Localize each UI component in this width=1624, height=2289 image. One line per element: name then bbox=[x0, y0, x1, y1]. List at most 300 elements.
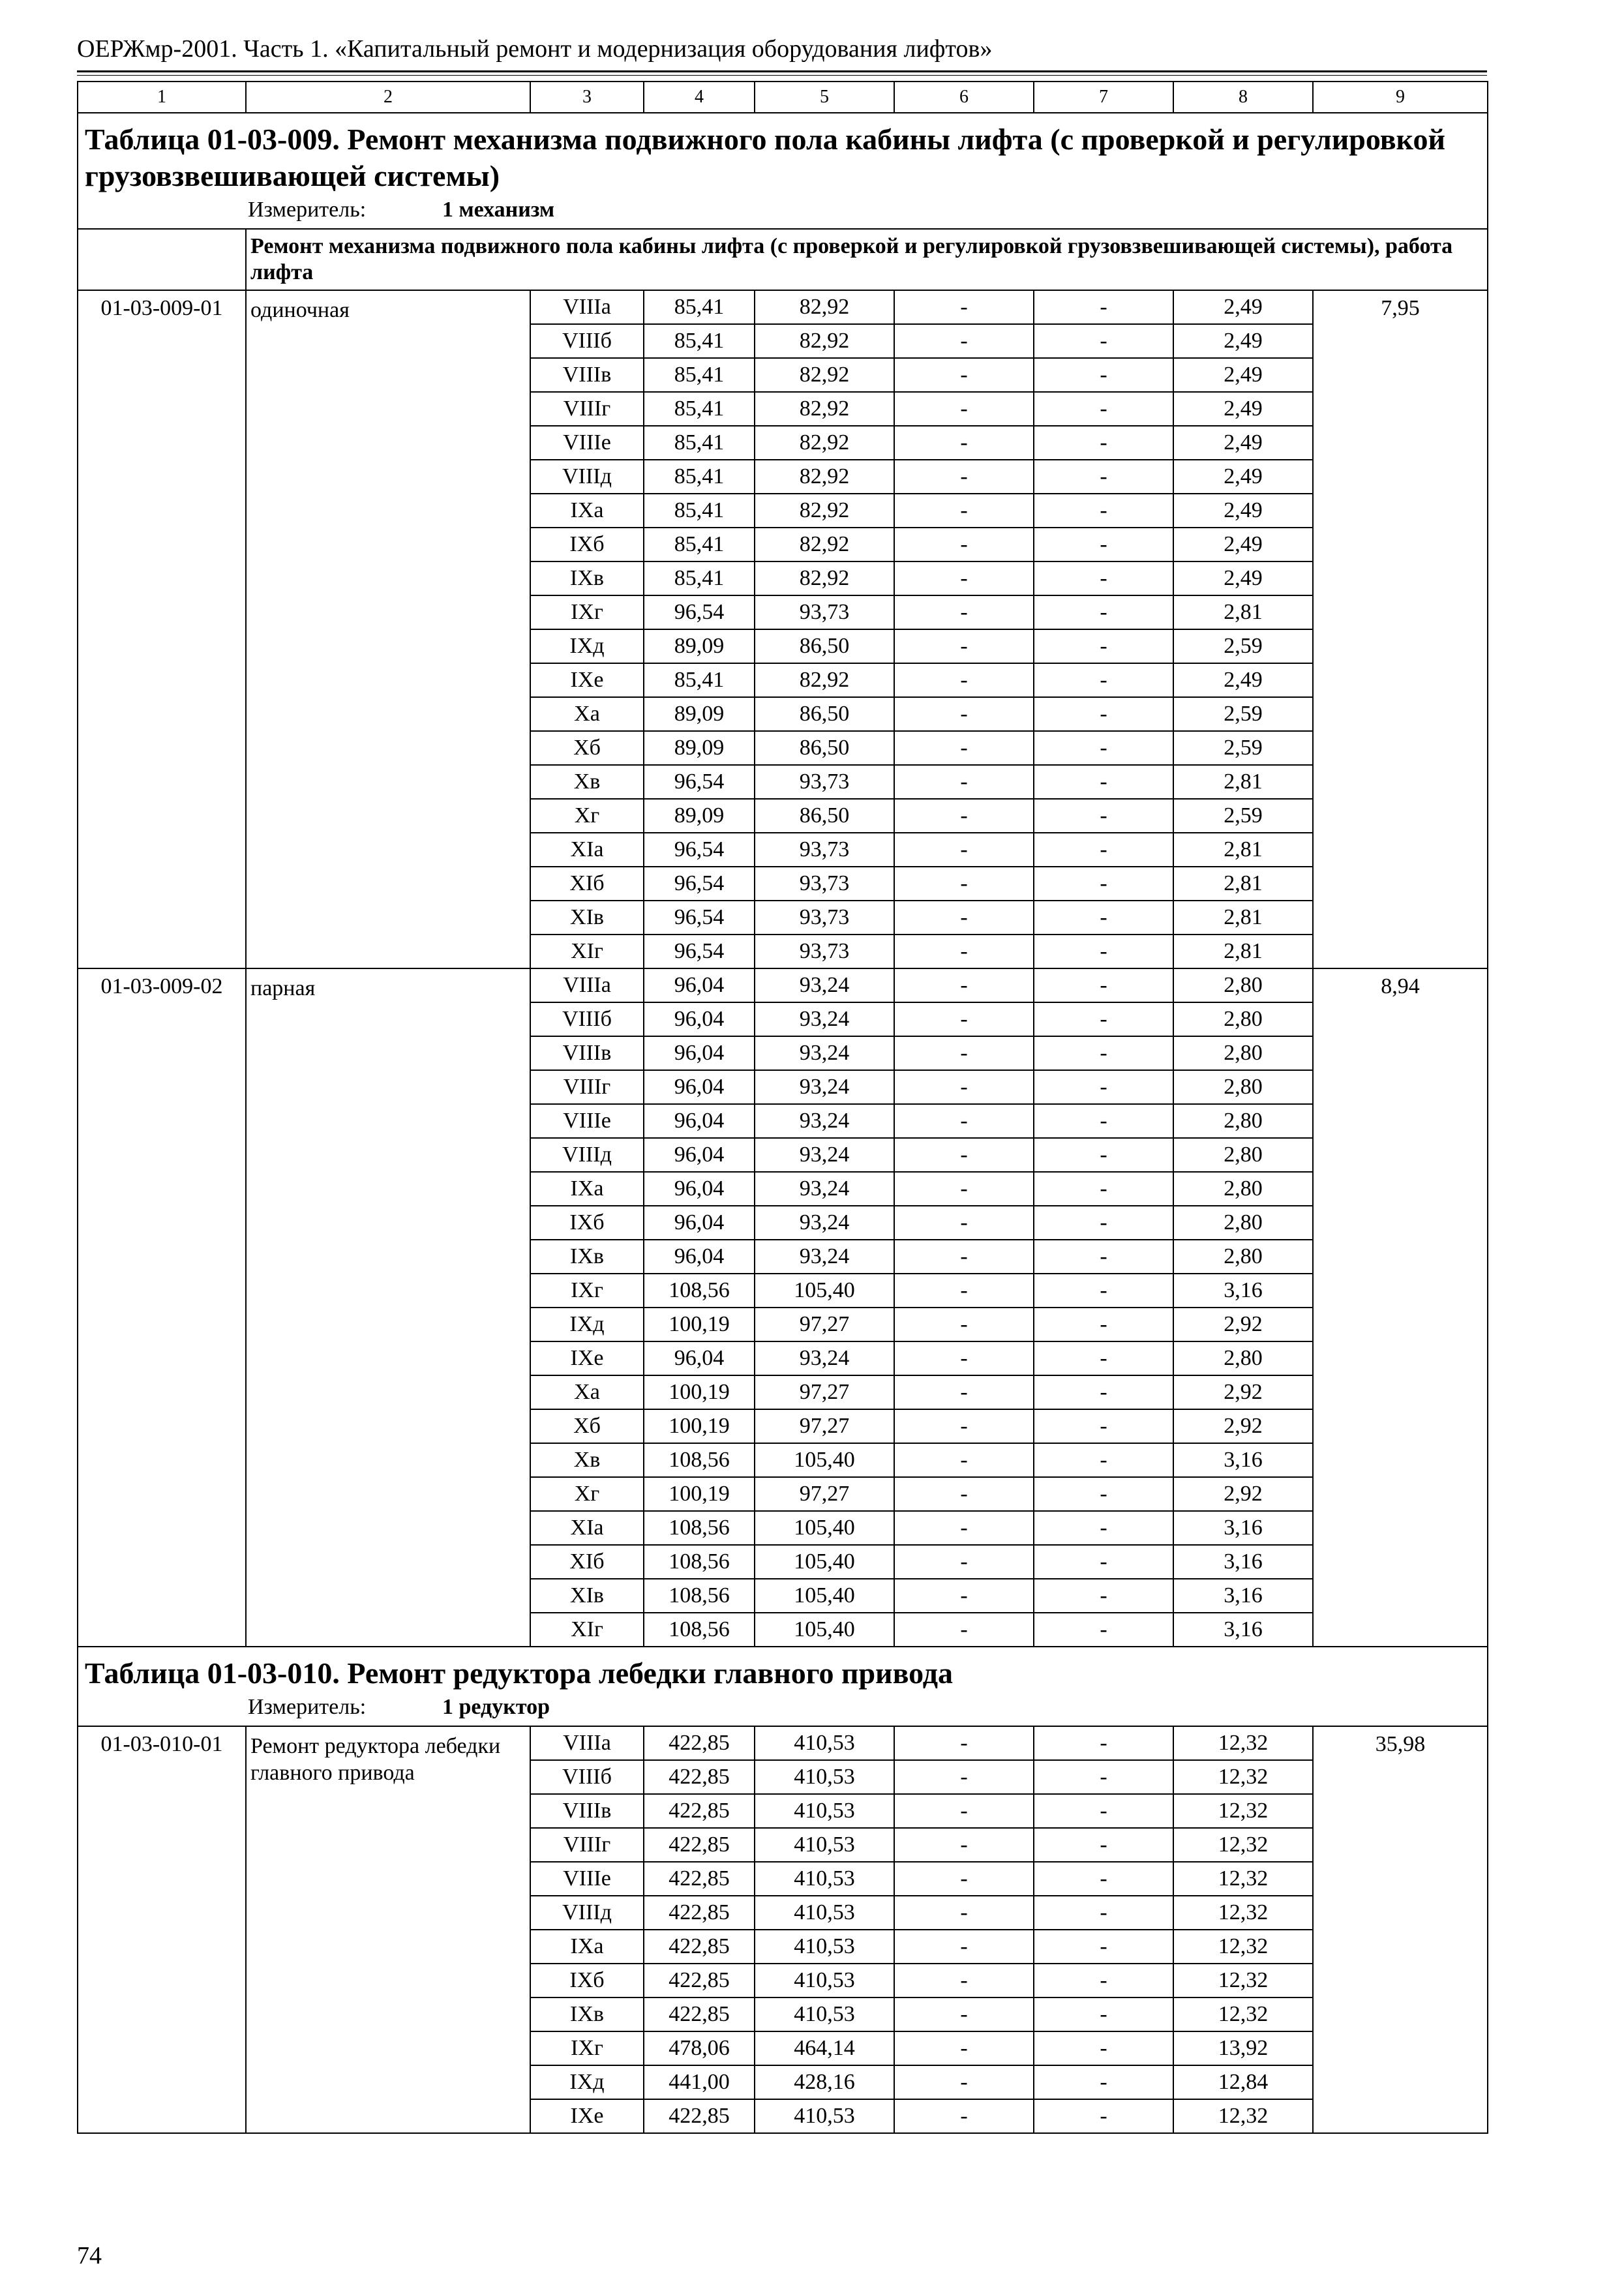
materials-cell: 2,59 bbox=[1173, 697, 1313, 731]
total-cost-cell: 96,54 bbox=[644, 901, 755, 935]
zone-cell: IXг bbox=[530, 1274, 644, 1308]
zone-cell: VIIIв bbox=[530, 1794, 644, 1828]
labor-cost-cell: 82,92 bbox=[755, 561, 894, 595]
header-rule-thin bbox=[77, 75, 1487, 76]
machine-cost-cell: - bbox=[894, 731, 1034, 765]
total-cost-cell: 96,54 bbox=[644, 935, 755, 968]
zone-cell: IXе bbox=[530, 1341, 644, 1375]
machinist-wage-cell: - bbox=[1034, 1579, 1173, 1613]
total-cost-cell: 108,56 bbox=[644, 1274, 755, 1308]
zone-cell: VIIIа bbox=[530, 1726, 644, 1760]
materials-cell: 12,32 bbox=[1173, 1794, 1313, 1828]
machinist-wage-cell: - bbox=[1034, 1409, 1173, 1443]
zone-cell: VIIIд bbox=[530, 460, 644, 494]
labor-cost-cell: 93,73 bbox=[755, 765, 894, 799]
total-cost-cell: 96,04 bbox=[644, 1240, 755, 1274]
table-row bbox=[78, 290, 1488, 324]
labor-cost-cell: 82,92 bbox=[755, 358, 894, 392]
machinist-wage-cell: - bbox=[1034, 1794, 1173, 1828]
machine-cost-cell: - bbox=[894, 1240, 1034, 1274]
total-cost-cell: 85,41 bbox=[644, 324, 755, 358]
machinist-wage-cell: - bbox=[1034, 1375, 1173, 1409]
total-cost-cell: 96,04 bbox=[644, 1070, 755, 1104]
machine-cost-cell: - bbox=[894, 494, 1034, 528]
materials-cell: 2,80 bbox=[1173, 1070, 1313, 1104]
machinist-wage-cell: - bbox=[1034, 1341, 1173, 1375]
materials-cell: 2,81 bbox=[1173, 935, 1313, 968]
materials-cell: 2,81 bbox=[1173, 867, 1313, 901]
machinist-wage-cell: - bbox=[1034, 1997, 1173, 2031]
machinist-wage-cell: - bbox=[1034, 426, 1173, 460]
labor-cost-cell: 97,27 bbox=[755, 1375, 894, 1409]
labor-cost-cell: 410,53 bbox=[755, 1964, 894, 1997]
machine-cost-cell: - bbox=[894, 1138, 1034, 1172]
total-cost-cell: 108,56 bbox=[644, 1579, 755, 1613]
zone-cell: XIб bbox=[530, 1545, 644, 1579]
labor-cost-cell: 93,73 bbox=[755, 595, 894, 629]
machine-cost-cell: - bbox=[894, 2031, 1034, 2065]
zone-cell: IXд bbox=[530, 2065, 644, 2099]
labor-cost-cell: 93,73 bbox=[755, 833, 894, 867]
machine-cost-cell: - bbox=[894, 1443, 1034, 1477]
machinist-wage-cell: - bbox=[1034, 731, 1173, 765]
zone-cell: VIIIг bbox=[530, 1070, 644, 1104]
description-row bbox=[78, 229, 1488, 290]
materials-cell: 2,49 bbox=[1173, 426, 1313, 460]
machine-cost-cell: - bbox=[894, 595, 1034, 629]
materials-cell: 2,49 bbox=[1173, 460, 1313, 494]
column-number: 5 bbox=[755, 82, 894, 113]
machine-cost-cell: - bbox=[894, 1930, 1034, 1964]
zone-cell: VIIIа bbox=[530, 968, 644, 1002]
zone-cell: VIIIв bbox=[530, 1036, 644, 1070]
machinist-wage-cell: - bbox=[1034, 935, 1173, 968]
materials-cell: 2,92 bbox=[1173, 1308, 1313, 1341]
machine-cost-cell: - bbox=[894, 1862, 1034, 1896]
machine-cost-cell: - bbox=[894, 1760, 1034, 1794]
machine-cost-cell: - bbox=[894, 1002, 1034, 1036]
table-title-block bbox=[78, 1647, 1488, 1726]
zone-cell: VIIIд bbox=[530, 1138, 644, 1172]
table-title-row bbox=[78, 113, 1488, 229]
zone-cell: IXе bbox=[530, 2099, 644, 2133]
machinist-wage-cell: - bbox=[1034, 1002, 1173, 1036]
machinist-wage-cell: - bbox=[1034, 1206, 1173, 1240]
machine-cost-cell: - bbox=[894, 799, 1034, 833]
description-blank bbox=[78, 229, 246, 290]
rates-table bbox=[77, 81, 1488, 2134]
zone-cell: XIв bbox=[530, 1579, 644, 1613]
materials-cell: 3,16 bbox=[1173, 1443, 1313, 1477]
machine-cost-cell: - bbox=[894, 1613, 1034, 1647]
materials-cell: 2,59 bbox=[1173, 731, 1313, 765]
zone-cell: IXб bbox=[530, 1206, 644, 1240]
zone-cell: VIIIв bbox=[530, 358, 644, 392]
machine-cost-cell: - bbox=[894, 1036, 1034, 1070]
machinist-wage-cell: - bbox=[1034, 528, 1173, 561]
machinist-wage-cell: - bbox=[1034, 2099, 1173, 2133]
rate-name: одиночная bbox=[246, 290, 530, 968]
machinist-wage-cell: - bbox=[1034, 629, 1173, 663]
total-cost-cell: 89,09 bbox=[644, 697, 755, 731]
machinist-wage-cell: - bbox=[1034, 358, 1173, 392]
machine-cost-cell: - bbox=[894, 901, 1034, 935]
zone-cell: XIб bbox=[530, 867, 644, 901]
materials-cell: 13,92 bbox=[1173, 2031, 1313, 2065]
materials-cell: 3,16 bbox=[1173, 1579, 1313, 1613]
labor-cost-cell: 105,40 bbox=[755, 1511, 894, 1545]
table-title-row bbox=[78, 1647, 1488, 1726]
labor-cost-cell: 97,27 bbox=[755, 1308, 894, 1341]
machinist-wage-cell: - bbox=[1034, 663, 1173, 697]
materials-cell: 12,32 bbox=[1173, 1997, 1313, 2031]
total-cost-cell: 96,54 bbox=[644, 765, 755, 799]
column-number: 1 bbox=[78, 82, 246, 113]
rate-code: 01-03-009-02 bbox=[78, 968, 246, 1647]
labor-cost-cell: 93,24 bbox=[755, 1036, 894, 1070]
materials-cell: 12,32 bbox=[1173, 1964, 1313, 1997]
labor-cost-cell: 93,24 bbox=[755, 1341, 894, 1375]
materials-cell: 2,81 bbox=[1173, 833, 1313, 867]
labor-cost-cell: 93,73 bbox=[755, 935, 894, 968]
zone-cell: VIIIб bbox=[530, 1760, 644, 1794]
labor-hours: 8,94 bbox=[1313, 968, 1488, 1647]
materials-cell: 12,32 bbox=[1173, 1828, 1313, 1862]
materials-cell: 2,49 bbox=[1173, 561, 1313, 595]
materials-cell: 2,49 bbox=[1173, 290, 1313, 324]
total-cost-cell: 422,85 bbox=[644, 1930, 755, 1964]
machinist-wage-cell: - bbox=[1034, 1964, 1173, 1997]
machinist-wage-cell: - bbox=[1034, 1172, 1173, 1206]
machine-cost-cell: - bbox=[894, 1896, 1034, 1930]
total-cost-cell: 96,04 bbox=[644, 1206, 755, 1240]
column-number: 3 bbox=[530, 82, 644, 113]
materials-cell: 3,16 bbox=[1173, 1613, 1313, 1647]
zone-cell: XIа bbox=[530, 1511, 644, 1545]
labor-cost-cell: 82,92 bbox=[755, 426, 894, 460]
zone-cell: VIIIе bbox=[530, 1104, 644, 1138]
total-cost-cell: 85,41 bbox=[644, 663, 755, 697]
machine-cost-cell: - bbox=[894, 1511, 1034, 1545]
materials-cell: 2,80 bbox=[1173, 1172, 1313, 1206]
materials-cell: 3,16 bbox=[1173, 1545, 1313, 1579]
machinist-wage-cell: - bbox=[1034, 460, 1173, 494]
machinist-wage-cell: - bbox=[1034, 901, 1173, 935]
total-cost-cell: 108,56 bbox=[644, 1545, 755, 1579]
zone-cell: Xа bbox=[530, 697, 644, 731]
zone-cell: Xг bbox=[530, 799, 644, 833]
materials-cell: 2,81 bbox=[1173, 765, 1313, 799]
table-row bbox=[78, 1726, 1488, 1760]
machine-cost-cell: - bbox=[894, 1545, 1034, 1579]
machinist-wage-cell: - bbox=[1034, 1613, 1173, 1647]
zone-cell: Xб bbox=[530, 1409, 644, 1443]
labor-cost-cell: 82,92 bbox=[755, 494, 894, 528]
materials-cell: 2,49 bbox=[1173, 358, 1313, 392]
machinist-wage-cell: - bbox=[1034, 833, 1173, 867]
total-cost-cell: 85,41 bbox=[644, 426, 755, 460]
machine-cost-cell: - bbox=[894, 1794, 1034, 1828]
materials-cell: 3,16 bbox=[1173, 1274, 1313, 1308]
machinist-wage-cell: - bbox=[1034, 697, 1173, 731]
machinist-wage-cell: - bbox=[1034, 1930, 1173, 1964]
total-cost-cell: 96,04 bbox=[644, 968, 755, 1002]
total-cost-cell: 422,85 bbox=[644, 1896, 755, 1930]
labor-cost-cell: 93,24 bbox=[755, 1104, 894, 1138]
machine-cost-cell: - bbox=[894, 1375, 1034, 1409]
machine-cost-cell: - bbox=[894, 1341, 1034, 1375]
column-number: 8 bbox=[1173, 82, 1313, 113]
labor-cost-cell: 86,50 bbox=[755, 799, 894, 833]
machinist-wage-cell: - bbox=[1034, 494, 1173, 528]
materials-cell: 2,80 bbox=[1173, 968, 1313, 1002]
measure-line bbox=[85, 197, 1481, 223]
machinist-wage-cell: - bbox=[1034, 392, 1173, 426]
total-cost-cell: 85,41 bbox=[644, 392, 755, 426]
rate-name: парная bbox=[246, 968, 530, 1647]
labor-cost-cell: 410,53 bbox=[755, 1896, 894, 1930]
labor-cost-cell: 410,53 bbox=[755, 2099, 894, 2133]
labor-cost-cell: 82,92 bbox=[755, 663, 894, 697]
labor-cost-cell: 82,92 bbox=[755, 290, 894, 324]
total-cost-cell: 422,85 bbox=[644, 1794, 755, 1828]
machinist-wage-cell: - bbox=[1034, 595, 1173, 629]
measure-label: Измеритель: bbox=[248, 198, 367, 222]
labor-cost-cell: 105,40 bbox=[755, 1545, 894, 1579]
labor-cost-cell: 428,16 bbox=[755, 2065, 894, 2099]
materials-cell: 2,80 bbox=[1173, 1341, 1313, 1375]
zone-cell: IXд bbox=[530, 629, 644, 663]
materials-cell: 12,32 bbox=[1173, 1930, 1313, 1964]
total-cost-cell: 85,41 bbox=[644, 460, 755, 494]
machinist-wage-cell: - bbox=[1034, 1862, 1173, 1896]
materials-cell: 2,80 bbox=[1173, 1138, 1313, 1172]
labor-cost-cell: 86,50 bbox=[755, 629, 894, 663]
machine-cost-cell: - bbox=[894, 1206, 1034, 1240]
zone-cell: VIIIе bbox=[530, 1862, 644, 1896]
total-cost-cell: 96,54 bbox=[644, 867, 755, 901]
materials-cell: 2,49 bbox=[1173, 392, 1313, 426]
machinist-wage-cell: - bbox=[1034, 1477, 1173, 1511]
labor-cost-cell: 93,24 bbox=[755, 1070, 894, 1104]
total-cost-cell: 96,04 bbox=[644, 1341, 755, 1375]
machinist-wage-cell: - bbox=[1034, 290, 1173, 324]
zone-cell: VIIIд bbox=[530, 1896, 644, 1930]
table-title: Таблица 01-03-010. Ремонт редуктора лебедки главного привода bbox=[85, 1656, 954, 1690]
total-cost-cell: 422,85 bbox=[644, 1964, 755, 1997]
machinist-wage-cell: - bbox=[1034, 2031, 1173, 2065]
materials-cell: 12,32 bbox=[1173, 1760, 1313, 1794]
materials-cell: 3,16 bbox=[1173, 1511, 1313, 1545]
zone-cell: IXг bbox=[530, 2031, 644, 2065]
measure-line bbox=[85, 1694, 1481, 1720]
measure-value: 1 механизм bbox=[442, 198, 555, 222]
materials-cell: 12,84 bbox=[1173, 2065, 1313, 2099]
total-cost-cell: 478,06 bbox=[644, 2031, 755, 2065]
total-cost-cell: 100,19 bbox=[644, 1409, 755, 1443]
labor-cost-cell: 86,50 bbox=[755, 731, 894, 765]
header-rule bbox=[77, 70, 1487, 72]
column-number: 2 bbox=[246, 82, 530, 113]
machinist-wage-cell: - bbox=[1034, 1240, 1173, 1274]
labor-cost-cell: 93,24 bbox=[755, 968, 894, 1002]
machine-cost-cell: - bbox=[894, 1477, 1034, 1511]
zone-cell: VIIIб bbox=[530, 324, 644, 358]
total-cost-cell: 422,85 bbox=[644, 1726, 755, 1760]
measure-value: 1 редуктор bbox=[442, 1695, 550, 1719]
zone-cell: VIIIг bbox=[530, 392, 644, 426]
column-number: 6 bbox=[894, 82, 1034, 113]
machinist-wage-cell: - bbox=[1034, 799, 1173, 833]
zone-cell: Xв bbox=[530, 1443, 644, 1477]
labor-hours: 35,98 bbox=[1313, 1726, 1488, 2133]
total-cost-cell: 96,54 bbox=[644, 595, 755, 629]
labor-cost-cell: 105,40 bbox=[755, 1443, 894, 1477]
zone-cell: IXб bbox=[530, 1964, 644, 1997]
labor-cost-cell: 82,92 bbox=[755, 324, 894, 358]
machinist-wage-cell: - bbox=[1034, 1274, 1173, 1308]
machine-cost-cell: - bbox=[894, 935, 1034, 968]
labor-cost-cell: 410,53 bbox=[755, 1828, 894, 1862]
measure-label: Измеритель: bbox=[248, 1695, 367, 1719]
rate-code: 01-03-010-01 bbox=[78, 1726, 246, 2133]
materials-cell: 2,59 bbox=[1173, 799, 1313, 833]
zone-cell: IXв bbox=[530, 561, 644, 595]
labor-cost-cell: 93,73 bbox=[755, 901, 894, 935]
total-cost-cell: 89,09 bbox=[644, 731, 755, 765]
machinist-wage-cell: - bbox=[1034, 1036, 1173, 1070]
materials-cell: 2,80 bbox=[1173, 1002, 1313, 1036]
materials-cell: 2,92 bbox=[1173, 1409, 1313, 1443]
machinist-wage-cell: - bbox=[1034, 1545, 1173, 1579]
labor-cost-cell: 82,92 bbox=[755, 460, 894, 494]
zone-cell: Xб bbox=[530, 731, 644, 765]
total-cost-cell: 441,00 bbox=[644, 2065, 755, 2099]
labor-cost-cell: 82,92 bbox=[755, 392, 894, 426]
machine-cost-cell: - bbox=[894, 561, 1034, 595]
zone-cell: VIIIг bbox=[530, 1828, 644, 1862]
labor-cost-cell: 410,53 bbox=[755, 1997, 894, 2031]
machinist-wage-cell: - bbox=[1034, 324, 1173, 358]
machinist-wage-cell: - bbox=[1034, 1308, 1173, 1341]
labor-cost-cell: 410,53 bbox=[755, 1726, 894, 1760]
machine-cost-cell: - bbox=[894, 528, 1034, 561]
total-cost-cell: 85,41 bbox=[644, 528, 755, 561]
machine-cost-cell: - bbox=[894, 833, 1034, 867]
machine-cost-cell: - bbox=[894, 629, 1034, 663]
labor-cost-cell: 410,53 bbox=[755, 1930, 894, 1964]
machinist-wage-cell: - bbox=[1034, 561, 1173, 595]
machine-cost-cell: - bbox=[894, 324, 1034, 358]
labor-cost-cell: 464,14 bbox=[755, 2031, 894, 2065]
total-cost-cell: 96,04 bbox=[644, 1172, 755, 1206]
machine-cost-cell: - bbox=[894, 460, 1034, 494]
total-cost-cell: 85,41 bbox=[644, 290, 755, 324]
machine-cost-cell: - bbox=[894, 765, 1034, 799]
zone-cell: VIIIа bbox=[530, 290, 644, 324]
zone-cell: Xа bbox=[530, 1375, 644, 1409]
materials-cell: 2,80 bbox=[1173, 1206, 1313, 1240]
labor-cost-cell: 97,27 bbox=[755, 1409, 894, 1443]
materials-cell: 2,49 bbox=[1173, 663, 1313, 697]
machine-cost-cell: - bbox=[894, 1997, 1034, 2031]
machine-cost-cell: - bbox=[894, 1308, 1034, 1341]
total-cost-cell: 85,41 bbox=[644, 561, 755, 595]
total-cost-cell: 422,85 bbox=[644, 2099, 755, 2133]
machine-cost-cell: - bbox=[894, 1828, 1034, 1862]
machine-cost-cell: - bbox=[894, 1726, 1034, 1760]
materials-cell: 2,80 bbox=[1173, 1036, 1313, 1070]
zone-cell: IXе bbox=[530, 663, 644, 697]
machine-cost-cell: - bbox=[894, 2065, 1034, 2099]
machine-cost-cell: - bbox=[894, 290, 1034, 324]
machinist-wage-cell: - bbox=[1034, 1443, 1173, 1477]
materials-cell: 2,49 bbox=[1173, 494, 1313, 528]
machine-cost-cell: - bbox=[894, 1172, 1034, 1206]
total-cost-cell: 108,56 bbox=[644, 1613, 755, 1647]
total-cost-cell: 108,56 bbox=[644, 1511, 755, 1545]
labor-cost-cell: 86,50 bbox=[755, 697, 894, 731]
labor-cost-cell: 82,92 bbox=[755, 528, 894, 561]
labor-cost-cell: 93,24 bbox=[755, 1002, 894, 1036]
machinist-wage-cell: - bbox=[1034, 1726, 1173, 1760]
zone-cell: IXв bbox=[530, 1997, 644, 2031]
labor-cost-cell: 93,24 bbox=[755, 1240, 894, 1274]
machinist-wage-cell: - bbox=[1034, 2065, 1173, 2099]
zone-cell: XIг bbox=[530, 1613, 644, 1647]
machine-cost-cell: - bbox=[894, 2099, 1034, 2133]
materials-cell: 2,49 bbox=[1173, 528, 1313, 561]
zone-cell: IXа bbox=[530, 494, 644, 528]
zone-cell: IXв bbox=[530, 1240, 644, 1274]
labor-cost-cell: 93,73 bbox=[755, 867, 894, 901]
total-cost-cell: 89,09 bbox=[644, 629, 755, 663]
zone-cell: IXб bbox=[530, 528, 644, 561]
machine-cost-cell: - bbox=[894, 426, 1034, 460]
machine-cost-cell: - bbox=[894, 392, 1034, 426]
work-description: Ремонт механизма подвижного пола кабины лифта (с проверкой и регулировкой грузовзвешивающей системы), работа лифта bbox=[246, 229, 1488, 290]
machine-cost-cell: - bbox=[894, 1070, 1034, 1104]
running-header: ОЕРЖмр-2001. Часть 1. «Капитальный ремонт и модернизация оборудования лифтов» bbox=[77, 35, 993, 63]
zone-cell: XIа bbox=[530, 833, 644, 867]
table-row bbox=[78, 968, 1488, 1002]
total-cost-cell: 422,85 bbox=[644, 1828, 755, 1862]
machine-cost-cell: - bbox=[894, 1104, 1034, 1138]
column-number: 4 bbox=[644, 82, 755, 113]
materials-cell: 2,80 bbox=[1173, 1104, 1313, 1138]
machinist-wage-cell: - bbox=[1034, 1104, 1173, 1138]
labor-cost-cell: 105,40 bbox=[755, 1613, 894, 1647]
table-title: Таблица 01-03-009. Ремонт механизма подвижного пола кабины лифта (с проверкой и регулировкой грузовзвешивающей системы) bbox=[85, 123, 1445, 192]
machinist-wage-cell: - bbox=[1034, 1760, 1173, 1794]
zone-cell: XIв bbox=[530, 901, 644, 935]
machine-cost-cell: - bbox=[894, 1579, 1034, 1613]
zone-cell: Xг bbox=[530, 1477, 644, 1511]
machine-cost-cell: - bbox=[894, 867, 1034, 901]
labor-cost-cell: 93,24 bbox=[755, 1206, 894, 1240]
rate-name: Ремонт редуктора лебедки главного привода bbox=[246, 1726, 530, 2133]
zone-cell: IXа bbox=[530, 1172, 644, 1206]
total-cost-cell: 100,19 bbox=[644, 1308, 755, 1341]
zone-cell: Xв bbox=[530, 765, 644, 799]
machinist-wage-cell: - bbox=[1034, 968, 1173, 1002]
labor-cost-cell: 105,40 bbox=[755, 1579, 894, 1613]
total-cost-cell: 100,19 bbox=[644, 1477, 755, 1511]
zone-cell: VIIIе bbox=[530, 426, 644, 460]
labor-cost-cell: 97,27 bbox=[755, 1477, 894, 1511]
zone-cell: VIIIб bbox=[530, 1002, 644, 1036]
materials-cell: 2,59 bbox=[1173, 629, 1313, 663]
